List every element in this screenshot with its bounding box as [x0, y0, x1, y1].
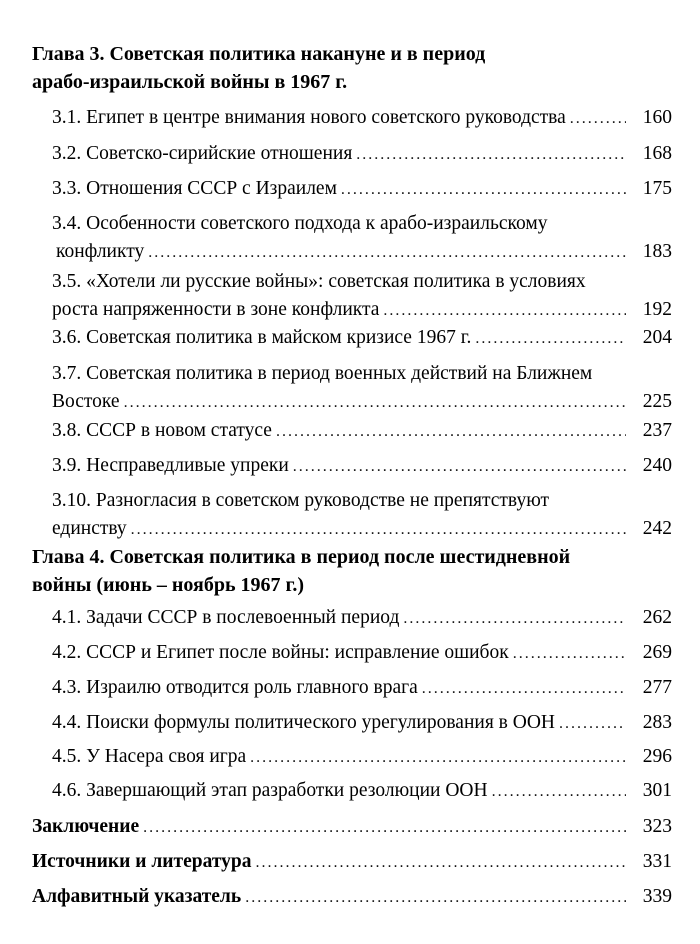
dot-leader: [143, 814, 626, 842]
toc-entry-3-3[interactable]: [52, 175, 672, 204]
toc-entry-title-line-2: Востоке: [52, 391, 120, 412]
toc-entry-title: 3.9. Несправедливые упреки: [52, 455, 289, 476]
toc-entry-3-4[interactable]: [52, 210, 672, 267]
dot-leader: [383, 297, 626, 325]
toc-entry-title: 4.3. Израилю отводится роль главного врага: [52, 677, 418, 698]
chapter-3-heading: [32, 40, 672, 96]
toc-entry-title: Источники и литература: [32, 851, 252, 872]
page-number: 168: [642, 143, 672, 164]
toc-entry-sources[interactable]: [32, 848, 672, 877]
page-number: 225: [642, 391, 672, 412]
toc-entry-3-8[interactable]: [52, 417, 672, 446]
page-number: 240: [642, 455, 672, 476]
chapter-3-heading-line-1: Глава 3. Советская политика накануне и в период: [32, 43, 486, 65]
page-number: 331: [642, 851, 672, 872]
dot-leader: [475, 325, 626, 353]
page-number: 204: [642, 327, 672, 348]
toc-entry-4-6[interactable]: [52, 777, 672, 806]
toc-entry-title: Заключение: [32, 816, 140, 837]
toc-entry-title: Алфавитный указатель: [32, 886, 242, 907]
toc-entry-4-2[interactable]: [52, 639, 672, 668]
toc-entry-title: 4.1. Задачи СССР в послевоенный период: [52, 607, 400, 628]
dot-leader: [356, 141, 626, 169]
toc-entry-title-line-2: роста напряженности в зоне конфликта: [52, 299, 380, 320]
toc-entry-title-line-1: 3.7. Советская политика в период военных действий на Ближнем: [52, 363, 593, 384]
toc-entry-title: 3.1. Египет в центре внимания нового советского руководства: [52, 107, 566, 128]
dot-leader: [492, 778, 626, 806]
toc-entry-title-line-1: 3.10. Разногласия в советском руководстве не препятствуют: [52, 490, 550, 511]
dot-leader: [341, 176, 626, 204]
page-number: 160: [642, 107, 672, 128]
toc-entry-3-9[interactable]: [52, 452, 672, 481]
toc-entry-3-2[interactable]: [52, 140, 672, 169]
dot-leader: [148, 239, 626, 267]
dot-leader: [513, 640, 626, 668]
toc-entry-title-line-1: 3.5. «Хотели ли русские войны»: советская политика в условиях: [52, 271, 586, 292]
page-number: 283: [642, 712, 672, 733]
page-number: 277: [642, 677, 672, 698]
page-number: 192: [642, 299, 672, 320]
chapter-4-heading: [32, 543, 672, 599]
dot-leader: [422, 675, 626, 703]
toc-entry-4-4[interactable]: [52, 709, 672, 738]
page-number: 262: [642, 607, 672, 628]
dot-leader: [245, 884, 626, 912]
dot-leader: [570, 105, 626, 133]
toc-entry-title: 4.4. Поиски формулы политического урегулирования в ООН: [52, 712, 556, 733]
page-number: 237: [642, 420, 672, 441]
toc-entry-title: 3.3. Отношения СССР с Израилем: [52, 178, 337, 199]
toc-entry-title: 3.2. Советско-сирийские отношения: [52, 143, 353, 164]
page-number: 269: [642, 642, 672, 663]
chapter-3-heading-line-2: арабо-израильской войны в 1967 г.: [32, 71, 348, 93]
toc-entry-3-10[interactable]: [52, 487, 672, 544]
toc-entry-3-7[interactable]: [52, 360, 672, 417]
dot-leader: [559, 710, 626, 738]
toc-entry-4-1[interactable]: [52, 604, 672, 633]
dot-leader: [255, 849, 626, 877]
page-number: 175: [642, 178, 672, 199]
page-number: 296: [642, 746, 672, 767]
toc-entry-title-line-2: конфликту: [56, 241, 145, 262]
toc-entry-title-line-2: единству: [52, 518, 127, 539]
dot-leader: [293, 453, 626, 481]
page-number: 323: [642, 816, 672, 837]
toc-entry-title: 4.2. СССР и Египет после войны: исправление ошибок: [52, 642, 509, 663]
dot-leader: [124, 389, 626, 417]
toc-entry-3-1[interactable]: [52, 104, 672, 133]
dot-leader: [250, 744, 626, 772]
dot-leader: [131, 516, 626, 544]
toc-entry-conclusion[interactable]: [32, 813, 672, 842]
toc-entry-index[interactable]: [32, 883, 672, 912]
page-number: 339: [642, 886, 672, 907]
toc-entry-title-line-1: 3.4. Особенности советского подхода к арабо-израильскому: [52, 213, 548, 234]
chapter-4-heading-line-1: Глава 4. Советская политика в период после шестидневной: [32, 546, 571, 568]
page-number: 242: [642, 518, 672, 539]
page-number: 183: [642, 241, 672, 262]
page-number: 301: [642, 780, 672, 801]
dot-leader: [276, 418, 626, 446]
chapter-4-heading-line-2: войны (июнь – ноябрь 1967 г.): [32, 574, 305, 596]
toc-entry-3-5[interactable]: [52, 268, 672, 325]
toc-entry-title: 4.5. У Насера своя игра: [52, 746, 247, 767]
toc-entry-title: 3.6. Советская политика в майском кризисе 1967 г.: [52, 327, 472, 348]
toc-entry-4-3[interactable]: [52, 674, 672, 703]
toc-entry-3-6[interactable]: [52, 324, 672, 353]
toc-entry-title: 3.8. СССР в новом статусе: [52, 420, 272, 441]
toc-entry-title: 4.6. Завершающий этап разработки резолюции ООН: [52, 780, 488, 801]
toc-entry-4-5[interactable]: [52, 743, 672, 772]
dot-leader: [403, 605, 626, 633]
